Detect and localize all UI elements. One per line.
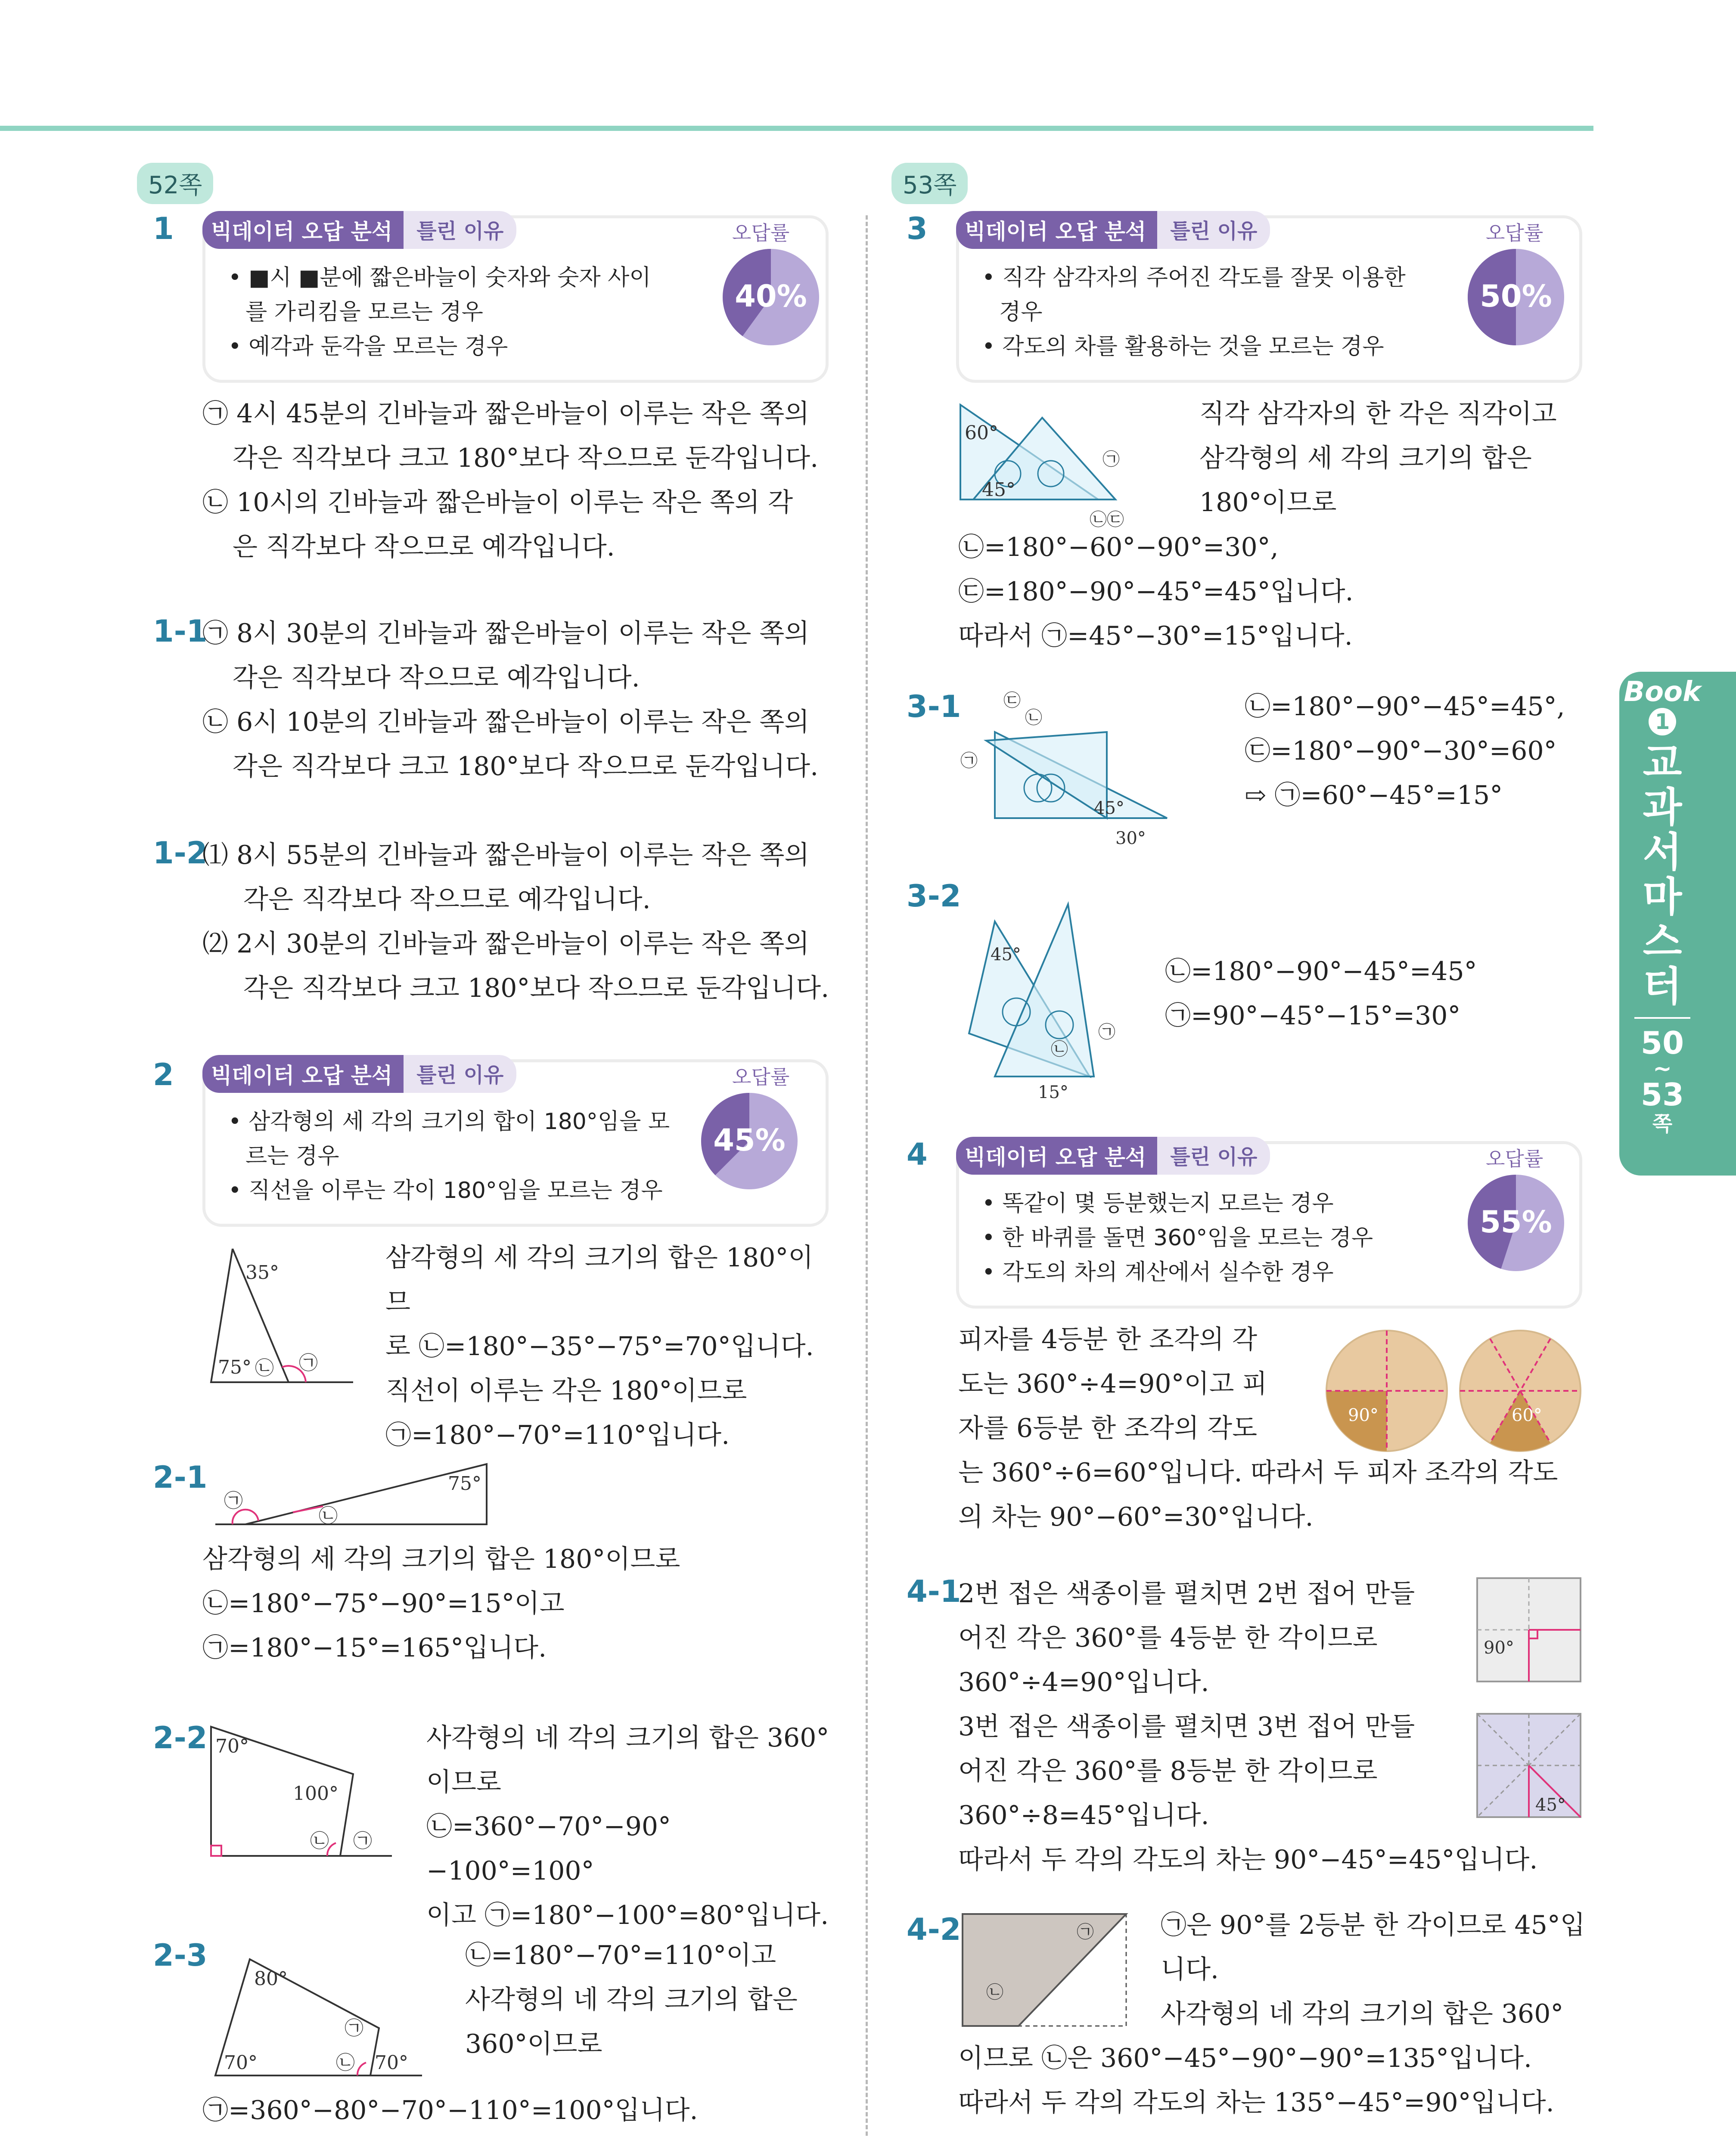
problem-number: 3-2 [907,878,961,914]
svg-text:45°: 45° [991,945,1021,965]
svg-text:㉠: ㉠ [1077,1922,1094,1942]
folded-paper-figures [1475,1576,1583,1821]
triangle-figure [202,1244,357,1391]
book-number: 1 [1649,708,1676,735]
svg-text:15°: 15° [1038,1083,1068,1102]
reason-bullets: • 직각 삼각자의 주어진 각도를 잘못 이용한 경우 • 각도의 차를 활용하는 것을 모르는 경우 [982,265,1406,360]
problem-number: 2-1 [153,1460,208,1495]
error-rate-label: 오답률 [1486,221,1543,245]
error-rate-label: 오답률 [1486,1147,1543,1170]
triangle-figure [207,1455,500,1533]
svg-text:45°: 45° [1094,798,1124,818]
reason-label: 틀린 이유 [1157,211,1270,249]
svg-text:㉠: ㉠ [353,1830,372,1852]
error-rate-pie [1464,245,1568,349]
svg-text:㉡: ㉡ [1051,1039,1068,1059]
big-data-header: 빅데이터 오답 분석 [202,1055,404,1093]
problem-number: 1-1 [153,614,208,649]
side-tab-content [1619,676,1705,1137]
svg-text:80°: 80° [254,1968,288,1990]
solution-text: ⑴ 8시 55분의 긴바늘과 짧은바늘이 이루는 작은 쪽의 각은 직각보다 작으므로 예각입니다. ⑵ 2시 30분의 긴바늘과 짧은바늘이 이루는 작은 쪽의 각은 직각보다 크고 180°보다 작으므로 둔각입니다. [202,840,829,1003]
page-range: 50 ~ 53 쪽 [1640,1025,1684,1136]
svg-text:70°: 70° [215,1735,249,1757]
quadrilateral-figure [207,1946,431,2088]
error-rate-label: 오답률 [732,1065,790,1089]
problem-number: 1-2 [153,835,208,871]
problem-number: 4 [907,1137,928,1172]
svg-text:㉠: ㉠ [1102,450,1120,469]
big-data-header: 빅데이터 오답 분석 [956,1137,1157,1175]
solution-text: ㉡=180°−70°=110°이고 사각형의 네 각의 크기의 합은 360°이므로 [465,1940,798,2059]
svg-text:35°: 35° [245,1262,279,1284]
problem-number: 2-2 [153,1720,208,1756]
svg-text:㉡: ㉡ [255,1357,274,1379]
svg-text:㉡: ㉡ [310,1830,329,1852]
solution-text: 삼각형의 세 각의 크기의 합은 180°이므 로 ㉡=180°−35°−75°=70°입니다. 직선이 이루는 각은 180°이므로 ㉠=180°−70°=110°입니다. [385,1243,814,1450]
svg-text:㉡: ㉡ [319,1505,338,1527]
book-label: Book [1624,676,1701,708]
reason-bullets: • 똑같이 몇 등분했는지 모르는 경우 • 한 바퀴를 돌면 360°임을 모르는 경우 • 각도의 차의 계산에서 실수한 경우 [982,1191,1373,1285]
problem-number: 2-3 [153,1938,208,1973]
svg-text:90°: 90° [1348,1405,1379,1425]
reason-label: 틀린 이유 [1157,1137,1270,1175]
page-tag-52: 52쪽 [137,163,213,204]
svg-text:㉠: ㉠ [299,1352,318,1374]
svg-text:45°: 45° [982,479,1016,501]
column-divider [866,215,868,2136]
svg-text:㉡㉢: ㉡㉢ [1090,510,1124,530]
solution-text: ㉠ 4시 45분의 긴바늘과 짧은바늘이 이루는 작은 쪽의 각은 직각보다 크고 180°보다 작으므로 둔각입니다. ㉡ 10시의 긴바늘과 짧은바늘이 이루는 작은 쪽의 각 은 직각보다 작으므로 예각입니다. [202,399,819,562]
solution-text: 직각 삼각자의 한 각은 직각이고 삼각형의 세 각의 크기의 합은 180°이므로 [1199,399,1557,518]
svg-text:㉢: ㉢ [1003,691,1021,710]
problem-number: 3-1 [907,689,961,724]
quadrilateral-figure [207,1718,396,1864]
solution-text: ㉠은 90°를 2등분 한 각이므로 45°입 니다. 사각형의 네 각의 크기의 합은 360° [1161,1910,1585,2029]
page-tag-53: 53쪽 [891,163,968,204]
problem-number: 4-1 [907,1574,961,1609]
folded-paper-figure [960,1912,1133,2032]
svg-text:75°: 75° [448,1473,481,1495]
analysis-header [202,211,516,249]
big-data-header: 빅데이터 오답 분석 [956,211,1157,249]
error-rate-label: 오답률 [732,221,790,245]
analysis-header [956,211,1270,249]
svg-text:㉠: ㉠ [224,1490,243,1512]
solution-text: 피자를 4등분 한 조각의 각 도는 360°÷4=90°이고 피 자를 6등분 한 조각의 각도 [958,1325,1267,1443]
svg-text:75°: 75° [218,1356,252,1378]
solution-text: ㉡=180°−90°−45°=45° ㉠=90°−45°−15°=30° [1165,956,1477,1031]
problem-number: 1 [153,211,174,246]
analysis-header [956,1137,1270,1175]
svg-text:60°: 60° [1512,1405,1542,1425]
error-rate-value: 50% [1480,279,1552,314]
big-data-header: 빅데이터 오답 분석 [202,211,404,249]
problem-number: 2 [153,1057,174,1092]
svg-text:45°: 45° [1535,1795,1566,1815]
problem-number: 4-2 [907,1912,961,1947]
analysis-header [202,1055,516,1093]
svg-text:㉠: ㉠ [345,2017,363,2039]
book-title: 교 과 서 마 스 터 [1643,739,1682,1010]
svg-text:㉠: ㉠ [1098,1022,1115,1042]
top-rule [0,126,1593,131]
error-rate-pie [719,245,823,349]
reason-label: 틀린 이유 [404,1055,516,1093]
reason-bullets: • 삼각형의 세 각의 크기의 합이 180°임을 모 르는 경우 • 직선을 이루는 각이 180°임을 모르는 경우 [228,1109,670,1204]
svg-text:90°: 90° [1484,1638,1514,1658]
error-rate-pie [1464,1171,1568,1275]
error-rate-value: 45% [713,1123,786,1158]
reason-bullets: • ■시 ■분에 짧은바늘이 숫자와 숫자 사이 를 가리킴을 모르는 경우 • 예각과 둔각을 모르는 경우 [228,265,651,360]
pizza-figures [1322,1326,1589,1455]
set-square-figure [952,689,1184,853]
set-square-figure [960,896,1150,1111]
solution-text: ㉡=180°−60°−90°=30°, ㉢=180°−90°−45°=45°입니다. 따라서 ㉠=45°−30°=15°입니다. [958,532,1354,651]
svg-text:30°: 30° [1115,828,1146,848]
svg-text:㉡: ㉡ [1025,708,1042,728]
svg-text:㉠: ㉠ [960,751,978,771]
svg-text:70°: 70° [224,2052,258,2074]
svg-text:㉡: ㉡ [336,2052,355,2074]
solution-text: ㉠=360°−80°−70°−110°=100°입니다. [202,2095,698,2125]
solution-text: 사각형의 네 각의 크기의 합은 360° 이므로 ㉡=360°−70°−90°−100°=100° 이고 ㉠=180°−100°=80°입니다. [426,1723,829,1930]
error-rate-pie [698,1089,801,1193]
set-square-figure [956,400,1163,543]
error-rate-value: 40% [735,279,807,314]
svg-text:70°: 70° [375,2052,408,2074]
svg-text:100°: 100° [293,1783,339,1805]
error-rate-value: 55% [1480,1204,1552,1240]
solution-text: 2번 접은 색종이를 펼치면 2번 접어 만들 어진 각은 360°를 4등분 한 각이므로 360°÷4=90°입니다. 3번 접은 색종이를 펼치면 3번 접어 만들 어진 각은 360°를 8등분 한 각이므로 360°÷8=45°입니다. 따라서 두 각의 각도의 차는 90°−45°=45°입니다. [958,1579,1538,1875]
solution-text: ㉡=180°−90°−45°=45°, ㉢=180°−90°−30°=60° ⇨ ㉠=60°−45°=15° [1245,692,1565,810]
reason-label: 틀린 이유 [404,211,516,249]
solution-text: 는 360°÷6=60°입니다. 따라서 두 피자 조각의 각도 의 차는 90°−60°=30°입니다. [958,1458,1558,1532]
svg-text:㉡: ㉡ [986,1982,1003,2002]
problem-number: 3 [907,211,928,246]
svg-text:60°: 60° [965,422,998,444]
solution-text: ㉠ 8시 30분의 긴바늘과 짧은바늘이 이루는 작은 쪽의 각은 직각보다 작으므로 예각입니다. ㉡ 6시 10분의 긴바늘과 짧은바늘이 이루는 작은 쪽의 각은 직각보다 크고 180°보다 작으므로 둔각입니다. [202,618,819,782]
solution-text: 이므로 ㉡은 360°−45°−90°−90°=135°입니다. 따라서 두 각의 각도의 차는 135°−45°=90°입니다. [958,2043,1554,2118]
solution-text: 삼각형의 세 각의 크기의 합은 180°이므로 ㉡=180°−75°−90°=15°이고 ㉠=180°−15°=165°입니다. [202,1544,680,1663]
